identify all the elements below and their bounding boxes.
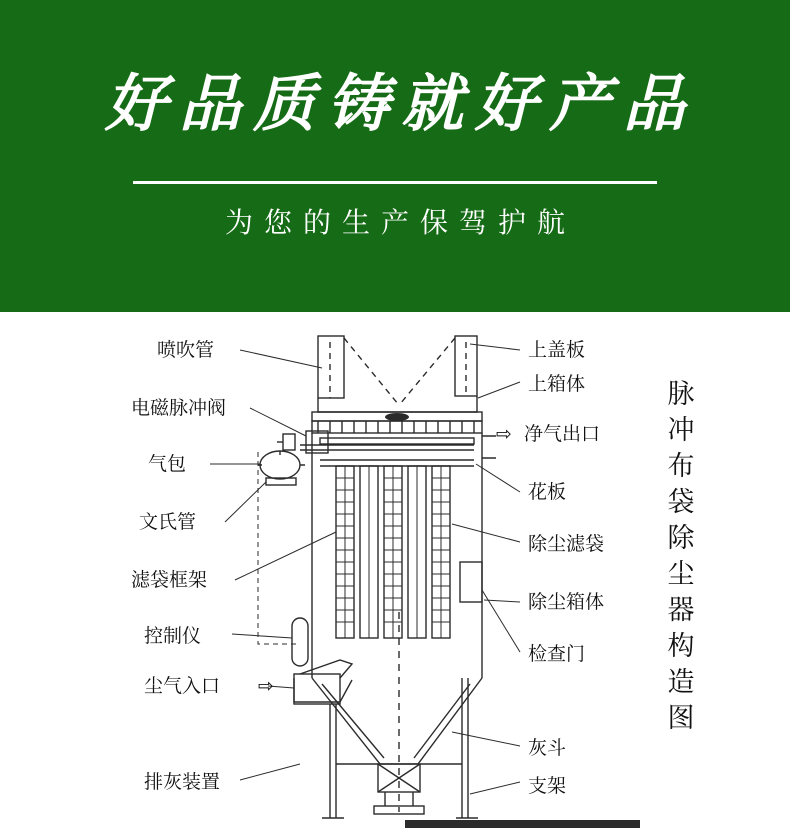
banner-subtitle: 为您的生产保驾护航 [224,206,576,239]
label-solenoid-pulse-valve: 电磁脉冲阀 [131,397,227,419]
label-upper-box-body: 上箱体 [528,373,586,395]
label-spray-pipe: 喷吹管 [157,339,215,361]
label-venturi-tube: 文氏管 [139,511,197,533]
label-filter-bag-frame: 滤袋框架 [131,569,208,591]
label-dust-box-body: 除尘箱体 [528,591,605,613]
label-air-bag: 气包 [148,453,187,475]
label-controller: 控制仪 [144,625,202,647]
label-dust-gas-inlet: 尘气入口 [144,675,221,697]
label-support-frame: 支架 [528,775,567,797]
label-top-cover-plate: 上盖板 [528,339,586,361]
banner-title: 好品质铸就好产品 [104,67,697,140]
label-inspection-door: 检查门 [528,643,586,665]
dust-collector-diagram [0,312,790,828]
label-clean-gas-outlet: 净气出口 [524,423,601,445]
label-ash-discharge-device: 排灰装置 [144,771,221,793]
label-ash-hopper: 灰斗 [528,737,567,759]
label-flower-plate: 花板 [528,481,567,503]
diagram-side-title: 脉冲布袋除尘器构造图 [667,379,695,734]
outlet-arrow-icon: ⇨ [496,423,512,445]
banner-divider [133,181,657,184]
inlet-arrow-icon: ⇨ [258,675,274,697]
promo-banner [0,0,790,312]
label-dust-filter-bag: 除尘滤袋 [528,533,605,555]
